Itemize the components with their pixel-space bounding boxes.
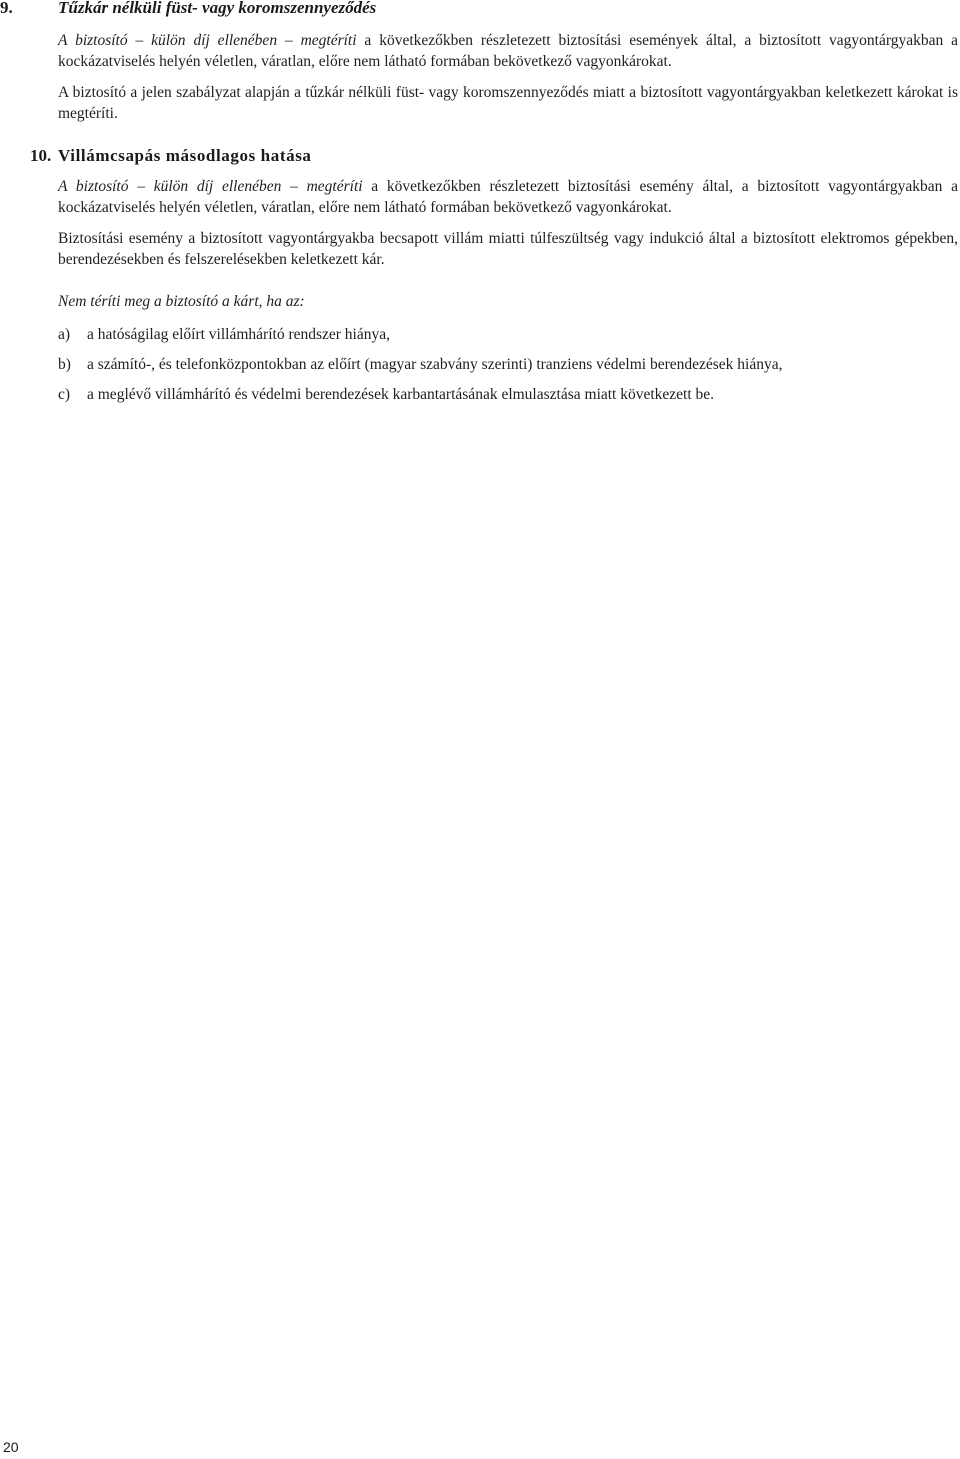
section-9-paragraph-1-text: a következőkben részletezett biztosítási események által, a biztosított vagyontárgyakban a kockázatviselés helyén véletlen, váratlan, előre nem látható formában bekövetkező vagyonkárokat. bbox=[58, 32, 958, 70]
section-9-heading bbox=[0, 0, 376, 18]
section-10-number: 10. bbox=[30, 146, 52, 165]
section-9-paragraph-1 bbox=[58, 30, 958, 72]
section-10-paragraph-2: Biztosítási esemény a biztosított vagyontárgyakba becsapott villám miatti túlfeszültség vagy indukció által a biztosított elektromos gépekben, berendezésekben és felszerelésekben keletkezett kár. bbox=[58, 230, 958, 268]
exclusion-marker: a) bbox=[58, 326, 71, 343]
page-number: 20 bbox=[3, 1439, 19, 1455]
section-10-heading bbox=[30, 146, 312, 166]
exclusion-item bbox=[58, 324, 958, 345]
section-10-paragraph-1 bbox=[58, 176, 958, 218]
exclusion-intro: Nem téríti meg a biztosító a kárt, ha az: bbox=[58, 293, 305, 310]
exclusion-item bbox=[58, 384, 958, 405]
section-9-number: 9. bbox=[0, 0, 13, 17]
exclusion-text: a meglévő villámhárító és védelmi berendezések karbantartásának elmulasztása miatt következett be. bbox=[87, 386, 715, 403]
section-10-paragraph-1-text: a következőkben részletezett biztosítási esemény által, a biztosított vagyontárgyakban a kockázatviselés helyén véletlen, váratlan, előre nem látható formában bekövetkező vagyonkárokat. bbox=[58, 178, 958, 216]
section-10-paragraph-1-lead: A biztosító – külön díj ellenében – megtéríti bbox=[58, 178, 363, 195]
exclusion-text: a számító-, és telefonközpontokban az előírt (magyar szabvány szerinti) tranziens védelmi berendezések hiánya, bbox=[87, 356, 783, 373]
section-9-title: Tűzkár nélküli füst- vagy koromszennyeződés bbox=[58, 0, 377, 17]
exclusion-marker: c) bbox=[58, 386, 71, 403]
section-9-paragraph-2: A biztosító a jelen szabályzat alapján a tűzkár nélküli füst- vagy koromszennyeződés miatt a biztosított vagyontárgyakban keletkezett károkat is megtéríti. bbox=[58, 84, 958, 122]
exclusion-item bbox=[58, 354, 958, 375]
exclusion-text: a hatóságilag előírt villámhárító rendszer hiánya, bbox=[87, 326, 390, 343]
section-9-paragraph-1-lead: A biztosító – külön díj ellenében – megtéríti bbox=[58, 32, 357, 49]
exclusion-marker: b) bbox=[58, 356, 71, 373]
section-10-title: Villámcsapás másodlagos hatása bbox=[58, 146, 312, 165]
